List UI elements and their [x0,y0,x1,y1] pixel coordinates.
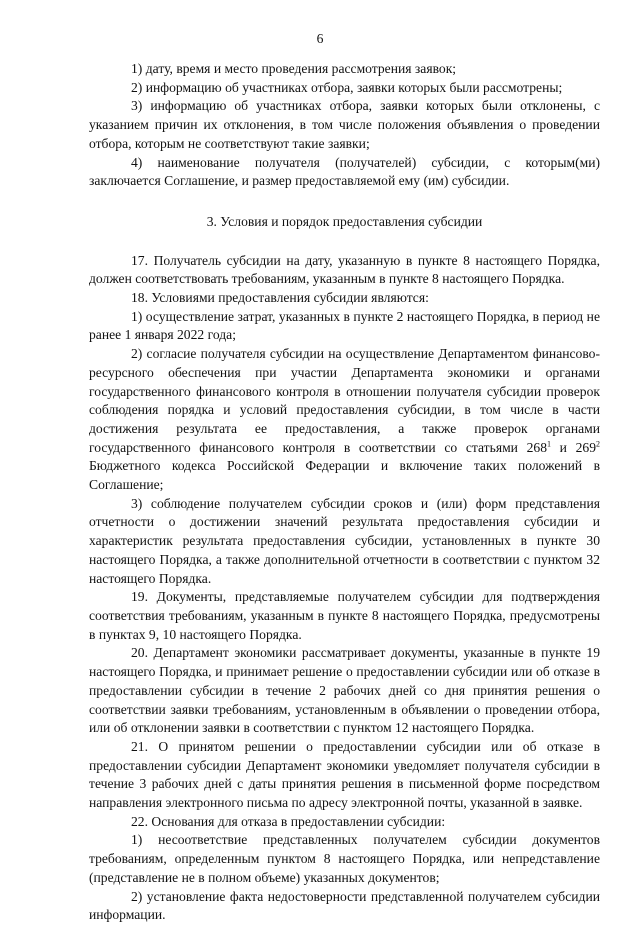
paragraph-18-1: 1) осуществление затрат, указанных в пункте 2 настоящего Порядка, в период не ранее 1 января 2022 года; [89,308,600,343]
paragraph-item-3: 3) информацию об участниках отбора, заявки которых были отклонены, с указанием причин их отклонения, в том числе положения объявления о проведении отбора, которым не соответствуют такие заявки; [89,98,600,151]
section-heading: 3. Условия и порядок предоставления субсидии [206,213,483,229]
paragraph-item-1: 1) дату, время и место проведения рассмотрения заявок; [131,61,457,76]
page-number: 6 [316,31,324,46]
paragraph-22-1: 1) несоответствие представленных получателем субсидии документов требованиям, определенным пунктом 8 настоящего Порядка, или непредставление (представление не в полном объеме) указанных документов; [89,832,600,885]
paragraph-22-2: 2) установление факта недостоверности представленной получателем субсидии информации. [89,888,600,923]
paragraph-18-2 [89,345,600,495]
paragraph-21: 21. О принятом решении о предоставлении субсидии или об отказе в предоставлении субсидии Департамент экономики уведомляет получателя субсидии в течение 3 рабочих дней с даты принятия решения в письменной форме посредством направления электронного письма по адресу электронной почты, указанной в заявке. [89,738,600,811]
superscript-1: 1 [547,439,552,449]
paragraph-18-3: 3) соблюдение получателем субсидии сроков и (или) форм представления отчетности о достижении значений результата предоставления субсидии и характеристик результата предоставления субсидии, установленных в пункте 30 настоящего Порядка, а также дополнительной отчетности в соответствии с пунктом 32 настоящего Порядка. [89,495,600,586]
paragraph-item-4: 4) наименование получателя (получателей) субсидии, с которым(ми) заключается Соглашение, и размер предоставляемой ему (им) субсидии. [89,154,600,189]
paragraph-18-2-part2: и 269 [551,439,597,455]
superscript-2: 2 [596,439,601,449]
paragraph-22: 22. Основания для отказа в предоставлении субсидии: [131,813,446,829]
paragraph-18-2-part1: 2) согласие получателя субсидии на осуществление Департаментом финансово-ресурсного обеспечения при участии Департамента экономики и органами государственного финансового контроля в отношении получателя субсидии проверок соблюдения порядка и условий предоставления субсидии, в том числе в части достижения результата ее предоставления, а также проверок органами государственного финансового контроля в соответствии со статьями 268 [89,346,600,455]
paragraph-18: 18. Условиями предоставления субсидии являются: [131,290,429,306]
paragraph-20: 20. Департамент экономики рассматривает документы, указанные в пункте 19 настоящего Порядка, и принимает решение о предоставлении субсидии или об отказе в предоставлении субсидии в течение 2 рабочих дней со дня принятия решения о соответствии заявки требованиям, установленным в объявлении о проведении отбора, или об отклонении заявки в соответствии с пунктом 12 настоящего Порядка. [89,645,600,736]
document-body [89,60,600,925]
paragraph-19: 19. Документы, представляемые получателем субсидии для подтверждения соответствия требованиям, указанным в пункте 8 настоящего Порядка, предусмотрены в пунктах 9, 10 настоящего Порядка. [89,589,600,642]
paragraph-18-2-part3: Бюджетного кодекса Российской Федерации и включение таких положений в Соглашение; [89,458,600,493]
paragraph-17: 17. Получатель субсидии на дату, указанную в пункте 8 настоящего Порядка, должен соответствовать требованиям, указанным в пункте 8 настоящего Порядка. [89,252,600,287]
paragraph-item-2: 2) информацию об участниках отбора, заявки которых были рассмотрены; [131,79,563,95]
